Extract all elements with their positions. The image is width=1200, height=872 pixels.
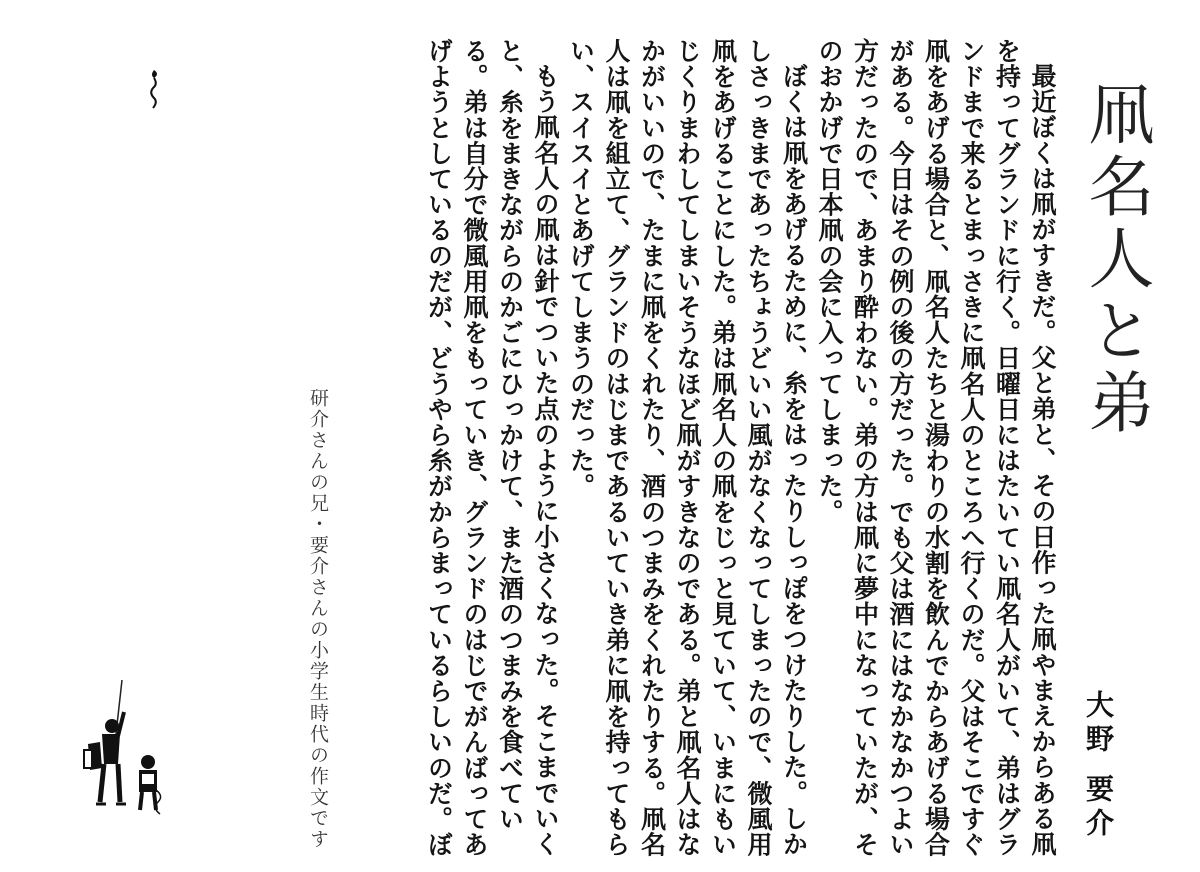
author-name: 大野 要介	[1082, 690, 1115, 842]
kite-illustration	[138, 66, 178, 122]
essay-paragraph-2: ぼくは凧をあげるために、糸をはったりしっぽをつけたりした。しかしさっきまであったちょうどいい風がなくなってしまったので、微風用凧をあげることにした。弟は凧名人の凧をじっと見ていて、いまにもいじくりまわしてしまいそうなほど凧がすきなのである。弟と凧名人はなかがいいので、たまに凧をくれたり、酒のつまみをくれたりする。凧名人は凧を組立て、グランドのはじまであるいていき弟に凧を持ってもらい、スイスイとあげてしまうのだった。	[566, 38, 809, 858]
photo-caption: 研介さんの兄・要介さんの小学生時代の作文です	[307, 388, 329, 850]
essay-paragraph-3: もう凧名人の凧は針でついた点のように小さくなった。そこまでいくと、糸をまきながらのかごにひっかけて、また酒のつまみを食べている。弟は自分で微風用凧をもっていき、グランドのはじでがんばってあげようとしているのだが、どうやら糸がからまっているらしいのだ。ぼ	[424, 38, 560, 858]
essay-body	[420, 38, 1060, 858]
kite-flyers-illustration	[78, 672, 188, 822]
essay-title: 凧名人と弟	[1077, 80, 1154, 440]
essay-paragraph-1: 最近ぼくは凧がすきだ。父と弟と、その日作った凧やまえからある凧を持ってグランドに行く。日曜日にはたいてい凧名人がいて、弟はグランドまで来るとまっさきに凧名人のところへ行くのだ。父はそこですぐ凧をあげる場合と、凧名人たちと湯わりの水割を飲んでからあげる場合がある。今日はその例の後の方だった。でも父は酒にはなかなかつよい方だったので、あまり酔わない。弟の方は凧に夢中になっていたが、そのおかげで日本凧の会に入ってしまった。	[815, 38, 1057, 858]
